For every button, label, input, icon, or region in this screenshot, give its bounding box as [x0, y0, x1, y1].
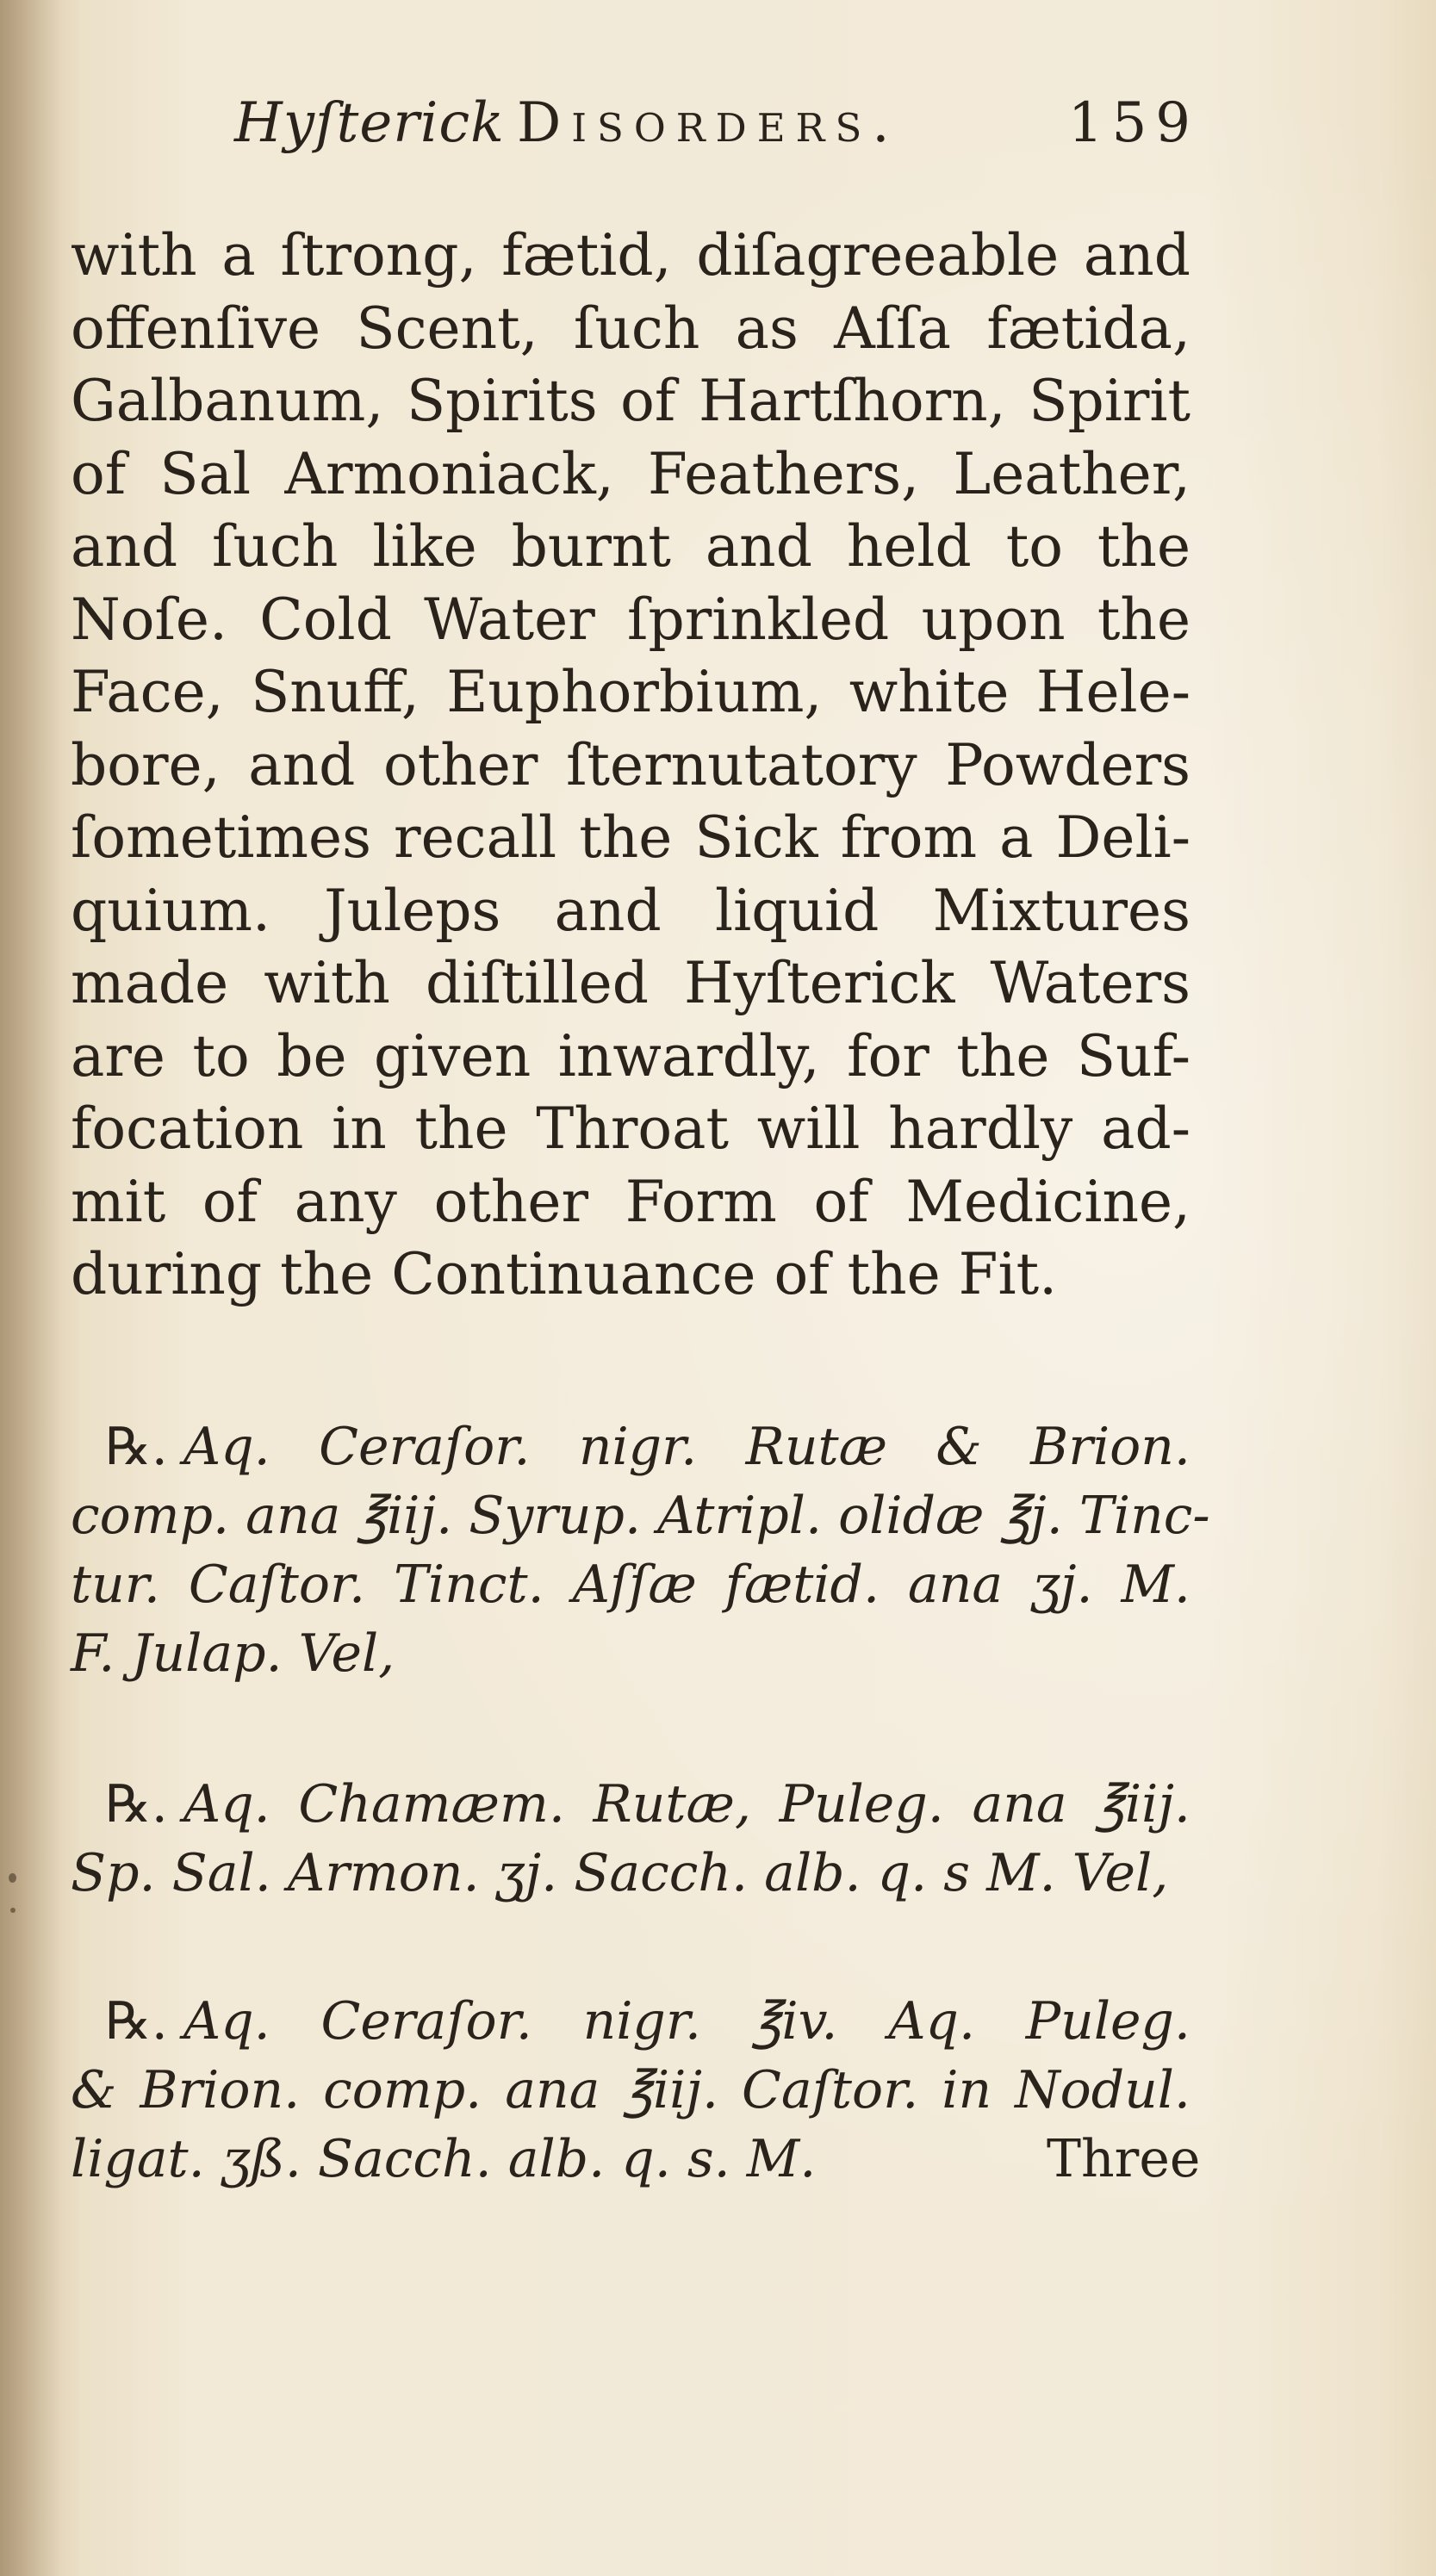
text-line: Noſe. Cold Water ſprinkled upon the — [71, 586, 1190, 653]
recipe-line: ligat. ʒß. Sacch. alb. q. s. M. — [71, 2129, 817, 2189]
recipe-line: Sp. Sal. Armon. ʒj. Sacch. alb. q. s M. Vel, — [71, 1843, 1169, 1903]
text-line: Face, Snuff, Euphorbium, white Hele- — [71, 659, 1190, 725]
text-line: bore, and other ſternutatory Powders — [71, 731, 1190, 798]
running-head-title-caps: Disorders. — [516, 91, 900, 155]
page-number: 159 — [1067, 91, 1199, 155]
recipe-line: comp. ana ℥iij. Syrup. Atripl. olidæ ℥j. Tinc- — [71, 1486, 1210, 1546]
recipe-text: Aq. Ceraſor. nigr. ℥iv. Aq. Puleg. — [183, 1991, 1190, 2051]
gutter-shadow — [0, 0, 60, 2576]
recipe-line: & Brion. comp. ana ℥iij. Caſtor. in Nodul. — [71, 2060, 1190, 2120]
text-line: and ſuch like burnt and held to the — [71, 513, 1190, 580]
recipe-3 — [71, 1987, 1190, 2194]
recipe-symbol: ℞. — [105, 1774, 168, 1834]
text-line: offenſive Scent, ſuch as Aſſa fætida, — [71, 295, 1190, 362]
paper-speck — [10, 1908, 16, 1913]
paper-speck — [9, 1873, 16, 1883]
recipe-line: F. Julap. Vel, — [71, 1623, 395, 1684]
recipe-line — [71, 1987, 1190, 2056]
text-line: quium. Juleps and liquid Mixtures — [71, 877, 1190, 944]
recipe-line — [71, 1412, 1190, 1481]
running-head-title-italic: Hyſterick — [234, 91, 505, 155]
body-paragraph — [71, 220, 1190, 1312]
catchword: Three — [1047, 2129, 1201, 2189]
text-line: made with diſtilled Hyſterick Waters — [71, 950, 1190, 1016]
recipe-text: Aq. Ceraſor. nigr. Rutæ & Brion. — [183, 1417, 1190, 1477]
text-line: Galbanum, Spirits of Hartſhorn, Spirit — [71, 368, 1190, 434]
recipe-symbol: ℞. — [105, 1417, 168, 1477]
recipe-line — [71, 1770, 1190, 1839]
text-line: with a ſtrong, fætid, diſagreeable and — [71, 222, 1190, 289]
recipe-text: Aq. Chamæm. Rutæ, Puleg. ana ℥iij. — [183, 1774, 1190, 1834]
recipe-line: tur. Caſtor. Tinct. Aſſæ fætid. ana ʒj. M. — [71, 1555, 1190, 1615]
recipe-symbol: ℞. — [105, 1991, 168, 2051]
recipe-1 — [71, 1412, 1210, 1688]
recipe-2 — [71, 1770, 1190, 1908]
text-line: focation in the Throat will hardly ad- — [71, 1096, 1190, 1162]
text-line: are to be given inwardly, for the Suf- — [71, 1022, 1190, 1089]
text-line: mit of any other Form of Medicine, — [71, 1168, 1190, 1235]
text-line: during the Continuance of the Fit. — [71, 1241, 1058, 1307]
text-line: of Sal Armoniack, Feathers, Leather, — [71, 440, 1190, 507]
running-head — [234, 91, 1199, 169]
text-line: ſometimes recall the Sick from a Deli- — [71, 804, 1190, 871]
